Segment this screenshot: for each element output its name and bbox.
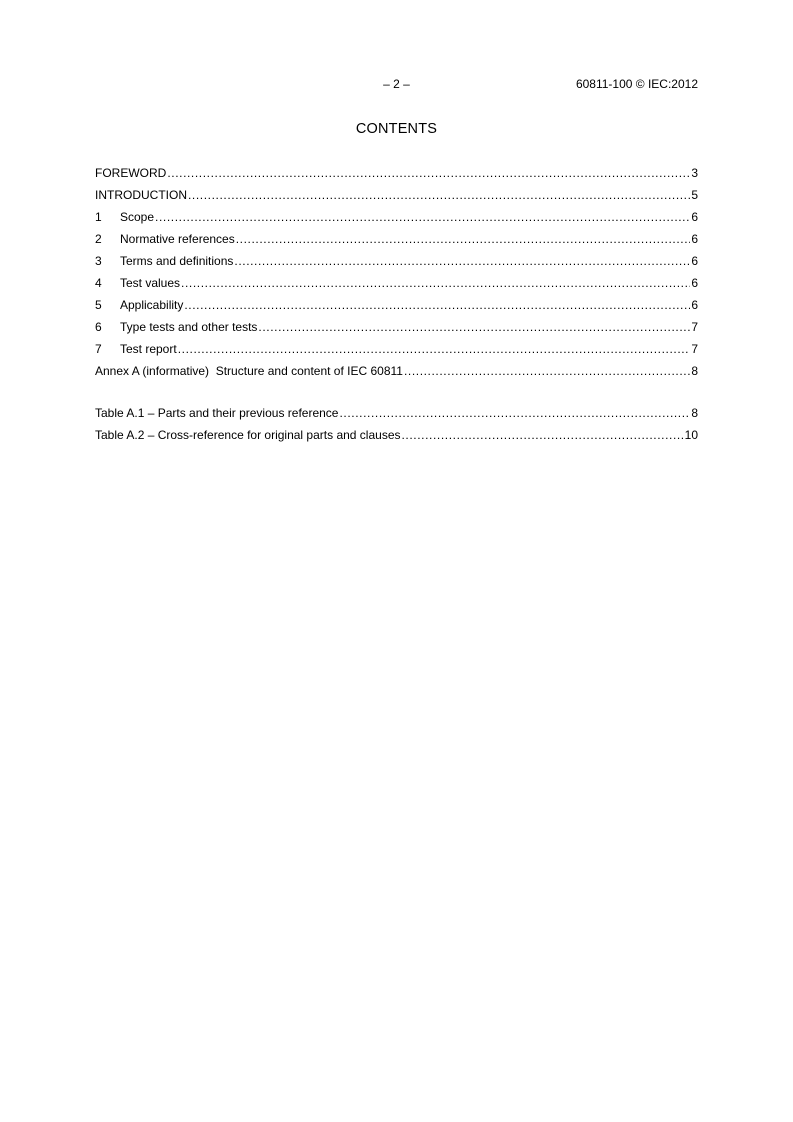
toc-entry-number: 5 [95,298,102,312]
toc-leader-dots [234,253,690,269]
toc-entry-number: 4 [95,276,102,290]
toc-leader-dots [402,427,684,443]
toc-entry-page: 3 [691,166,698,180]
contents-title: CONTENTS [355,121,438,137]
table-entry-a2[interactable] [95,427,698,449]
toc-entry-label: Test report [120,342,177,356]
table-entry-label: Table A.1 – Parts and their previous reference [95,406,339,420]
toc-entry-label: INTRODUCTION [95,188,187,202]
toc-leader-dots [167,165,690,181]
toc-entry-terms-and-definitions[interactable] [95,253,698,275]
toc-entry-label: Scope [120,210,155,224]
toc-entry-label: Normative references [120,232,235,246]
toc-leader-dots [258,319,690,335]
table-entry-label: Table A.2 – Cross-reference for original parts and clauses [95,428,401,442]
toc-entry-label: Applicability [120,298,184,312]
toc-entry-page: 6 [691,276,698,290]
page-header [95,77,698,93]
toc-entry-number: 1 [95,210,102,224]
toc-entry-label: Test values [120,276,181,290]
toc-entry-label: FOREWORD [95,166,167,180]
toc-entry-test-report[interactable] [95,341,698,363]
table-of-contents [95,165,698,385]
toc-leader-dots [155,209,690,225]
toc-entry-scope[interactable] [95,209,698,231]
toc-entry-page: 6 [691,232,698,246]
table-entry-page: 10 [684,428,698,442]
toc-entry-number: 7 [95,342,102,356]
toc-entry-introduction[interactable] [95,187,698,209]
toc-entry-label: Type tests and other tests [120,320,258,334]
toc-entry-page: 7 [691,342,698,356]
toc-entry-label: Annex A (informative) Structure and content of IEC 60811 [95,364,403,378]
toc-entry-label: Terms and definitions [120,254,234,268]
toc-leader-dots [181,275,690,291]
toc-entry-page: 6 [691,210,698,224]
toc-leader-dots [236,231,691,247]
toc-entry-number: 3 [95,254,102,268]
toc-leader-dots [188,187,690,203]
toc-entry-page: 5 [691,188,698,202]
toc-entry-page: 6 [691,298,698,312]
table-entry-page: 8 [691,406,698,420]
page-number: – 2 – [383,77,410,91]
toc-entry-page: 6 [691,254,698,268]
toc-entry-normative-references[interactable] [95,231,698,253]
toc-entry-number: 2 [95,232,102,246]
toc-leader-dots [178,341,691,357]
toc-leader-dots [339,405,690,421]
table-entry-a1[interactable] [95,405,698,427]
toc-entry-page: 7 [691,320,698,334]
toc-entry-type-tests[interactable] [95,319,698,341]
toc-entry-test-values[interactable] [95,275,698,297]
toc-entry-applicability[interactable] [95,297,698,319]
toc-entry-annex-a[interactable] [95,363,698,385]
document-reference: 60811-100 © IEC:2012 [575,77,698,91]
toc-leader-dots [184,297,690,313]
toc-leader-dots [404,363,690,379]
toc-entry-number: 6 [95,320,102,334]
toc-entry-page: 8 [691,364,698,378]
list-of-tables [95,405,698,449]
toc-entry-foreword[interactable] [95,165,698,187]
